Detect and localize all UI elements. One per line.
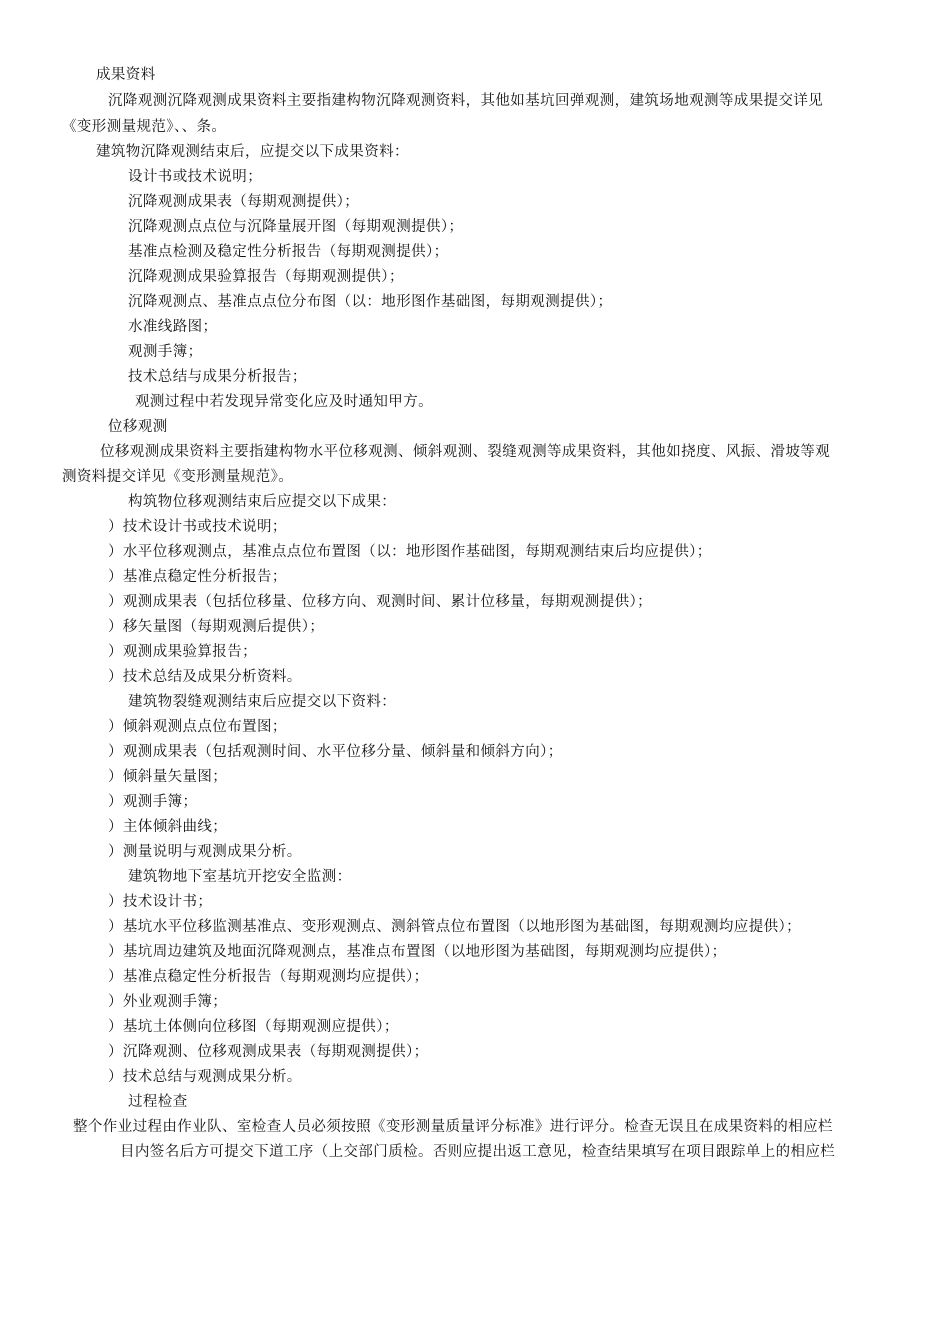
foundation-pit-item: ）技术设计书；: [108, 894, 213, 910]
foundation-pit-item: ）外业观测手簿；: [108, 994, 228, 1010]
settlement-item: 沉降观测点、基准点点位分布图（以：地形图作基础图，每期观测提供）；: [128, 294, 613, 310]
crack-item: ）倾斜观测点点位布置图；: [108, 719, 287, 735]
foundation-pit-item: ）基坑周边建筑及地面沉降观测点，基准点布置图（以地形图为基础图，每期观测均应提供）；: [108, 944, 727, 960]
settlement-item: 沉降观测成果验算报告（每期观测提供）；: [128, 269, 404, 285]
foundation-pit-item: ）基准点稳定性分析报告（每期观测均应提供）；: [108, 969, 429, 985]
crack-item: ）观测成果表（包括观测时间、水平位移分量、倾斜量和倾斜方向）；: [108, 744, 563, 760]
displacement-intro-line-1: 位移观测成果资料主要指建构物水平位移观测、倾斜观测、裂缝观测等成果资料，其他如挠度、风振、滑坡等观: [100, 444, 831, 460]
settlement-item: 观测手簿；: [128, 344, 203, 360]
displacement-item: ）移矢量图（每期观测后提供）；: [108, 619, 325, 635]
foundation-pit-item: ）基坑水平位移监测基准点、变形观测点、测斜管点位布置图（以地形图为基础图，每期观测均应提供）；: [108, 919, 802, 935]
settlement-item: 沉降观测成果表（每期观测提供）；: [128, 194, 360, 210]
crack-item: ）主体倾斜曲线；: [108, 819, 228, 835]
displacement-item: ）基准点稳定性分析报告；: [108, 569, 287, 585]
section-heading-process-check: 过程检查: [128, 1094, 188, 1110]
displacement-item: ）技术设计书或技术说明；: [108, 519, 287, 535]
crack-item: ）测量说明与观测成果分析。: [108, 844, 302, 860]
settlement-item: 沉降观测点点位与沉降量展开图（每期观测提供）；: [128, 219, 464, 235]
section-heading-results: 成果资料: [96, 67, 156, 83]
displacement-item: ）技术总结及成果分析资料。: [108, 669, 302, 685]
section-heading-displacement: 位移观测: [108, 419, 168, 435]
process-check-line-2: 目内签名后方可提交下道工序（上交部门质检。否则应提出返工意见，检查结果填写在项目跟踪单上的相应栏: [120, 1144, 836, 1160]
foundation-pit-item: ）沉降观测、位移观测成果表（每期观测提供）；: [108, 1044, 429, 1060]
settlement-lead: 建筑物沉降观测结束后，应提交以下成果资料：: [96, 144, 409, 160]
settlement-item: 技术总结与成果分析报告；: [128, 369, 307, 385]
crack-lead: 建筑物裂缝观测结束后应提交以下资料：: [128, 694, 397, 710]
crack-item: ）观测手簿；: [108, 794, 198, 810]
process-check-line-1: 整个作业过程由作业队、室检查人员必须按照《变形测量质量评分标准》进行评分。检查无误且在成果资料的相应栏: [73, 1119, 833, 1135]
displacement-item: ）水平位移观测点，基准点点位布置图（以：地形图作基础图，每期观测结束后均应提供）；: [108, 544, 712, 560]
settlement-intro-line-2: 《变形测量规范》、、条。: [62, 119, 227, 135]
settlement-intro-line-1: 沉降观测沉降观测成果资料主要指建构物沉降观测资料，其他如基坑回弹观测，建筑场地观测等成果提交详见: [108, 93, 824, 109]
foundation-pit-item: ）基坑土体侧向位移图（每期观测应提供）；: [108, 1019, 399, 1035]
settlement-item: 水准线路图；: [128, 319, 218, 335]
settlement-item: 基准点检测及稳定性分析报告（每期观测提供）；: [128, 244, 449, 260]
displacement-lead: 构筑物位移观测结束后应提交以下成果：: [128, 494, 397, 510]
settlement-item: 设计书或技术说明；: [128, 169, 263, 185]
foundation-pit-lead: 建筑物地下室基坑开挖安全监测：: [128, 869, 352, 885]
settlement-note: 观测过程中若发现异常变化应及时通知甲方。: [135, 394, 433, 410]
displacement-intro-line-2: 测资料提交详见《变形测量规范》。: [62, 469, 294, 485]
foundation-pit-item: ）技术总结与观测成果分析。: [108, 1069, 302, 1085]
displacement-item: ）观测成果表（包括位移量、位移方向、观测时间、累计位移量，每期观测提供）；: [108, 594, 653, 610]
crack-item: ）倾斜量矢量图；: [108, 769, 228, 785]
displacement-item: ）观测成果验算报告；: [108, 644, 257, 660]
